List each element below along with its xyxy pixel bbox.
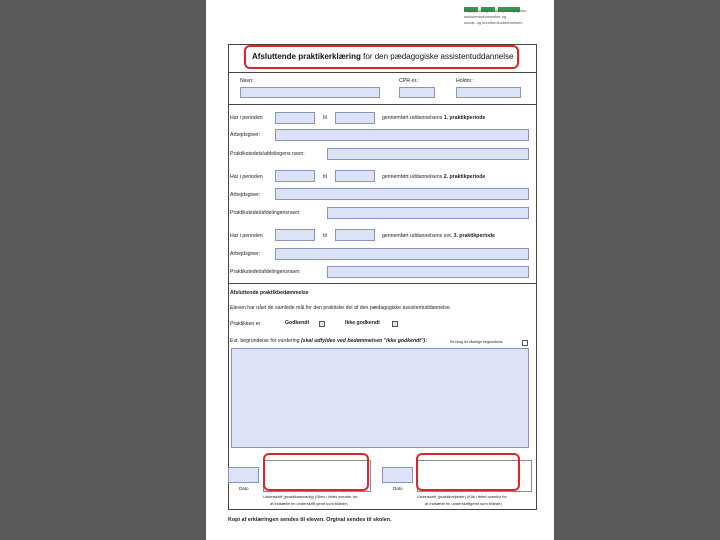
date-1-input[interactable] [228,467,259,483]
reason-textarea[interactable] [231,348,529,448]
divider [228,283,537,284]
period-1-place-input[interactable] [327,148,529,160]
form-page [206,0,554,540]
title-highlight [244,45,519,69]
period-3-desc: gennemført uddannelsens evt. 3. praktikperiode [382,233,496,239]
period-2-from-input[interactable] [275,170,315,182]
assessment-heading: Afsluttende praktikbedømmelse [230,290,309,296]
reason-label: Evt. begrundelse for vurdering (skal udfyldes ved bedømmelsen "ikke godkendt"): [230,338,427,344]
extra-sheet-label: Se bilag for rådelige begrundelse [450,340,503,344]
period-2-employer-input[interactable] [275,188,529,200]
cpr-label: CPR-nr.: [399,78,419,84]
period-1-place-label: Praktikstedets/afdelingens navn: [230,151,305,157]
name-label: Navn: [240,78,254,84]
assessment-statement: Eleven har nået de samlede mål for den praktiske del af den pædagogiske assistentuddannelse. [230,305,452,311]
period-3-employer-input[interactable] [275,248,529,260]
not-approved-checkbox[interactable] [392,321,398,327]
period-2-to-label: til [323,174,327,180]
period-1-to-input[interactable] [335,112,375,124]
period-3-to-label: til [323,233,327,239]
period-2-from-label: Har i perioden [230,174,263,180]
period-3-to-input[interactable] [335,229,375,241]
period-1-desc: gennemført uddannelsens 1. praktikperiode [382,115,486,121]
period-3-place-input[interactable] [327,266,529,278]
extra-sheet-checkbox[interactable] [522,340,528,346]
signature-1-highlight [263,453,369,491]
period-2-to-input[interactable] [335,170,375,182]
date-2-label: Dato [393,486,403,491]
signature-2-caption-1: Underskrift (praktikvejleder) (Klik i feltet ovenfor for [417,494,507,499]
not-approved-label: Ikke godkendt [345,320,380,326]
signature-2-caption-2: at indsætte en underskriftgemt som billede) [425,501,502,506]
date-2-input[interactable] [382,467,413,483]
date-1-label: Dato [239,486,249,491]
period-3-place-label: Praktikstedet/afdelingensnavn: [230,269,301,275]
period-2-desc: gennemført uddannelsens 2. praktikperiode [382,174,486,180]
period-2-place-input[interactable] [327,207,529,219]
assessment-label: Praktikken er [230,321,261,327]
name-input[interactable] [240,87,380,98]
period-3-from-input[interactable] [275,229,315,241]
signature-1-caption-2: at indsætte en underskrift gemt som billede) [270,501,348,506]
period-1-from-input[interactable] [275,112,315,124]
logo-line-1: Faglig udvalg for den pædagogiske [464,8,527,13]
period-2-place-label: Praktikstedet/afdelingensnavn: [230,210,301,216]
form-title: Afsluttende praktikerklæring for den pædagogiske assistentuddannelse [252,52,514,61]
period-1-employer-input[interactable] [275,129,529,141]
signature-1-caption-1: Underskrift (praktikansvarlig) (Skriv i feltet ovenfor for [263,494,358,499]
logo-line-2: assistentuddannelse og [464,14,507,19]
hold-label: Holdnr.: [456,78,474,84]
divider [228,104,537,105]
period-1-from-label: Har i perioden [230,115,263,121]
period-2-employer-label: Arbejdsgiver: [230,192,261,198]
cpr-input[interactable] [399,87,435,98]
period-1-to-label: til [323,115,327,121]
footer-note: Kopi af erklæringen sendes til eleven. Orginal sendes til skolen. [228,517,392,523]
approved-checkbox[interactable] [319,321,325,327]
hold-input[interactable] [456,87,521,98]
approved-label: Godkendt [285,320,310,326]
period-3-from-label: Har i perioden [230,233,263,239]
period-3-employer-label: Arbejdsgiver: [230,251,261,257]
divider [228,72,537,73]
signature-2-highlight [416,453,520,491]
logo-line-3: social- og sundhedsuddannelsen [464,20,523,25]
period-1-employer-label: Arbejdsgiver: [230,132,261,138]
